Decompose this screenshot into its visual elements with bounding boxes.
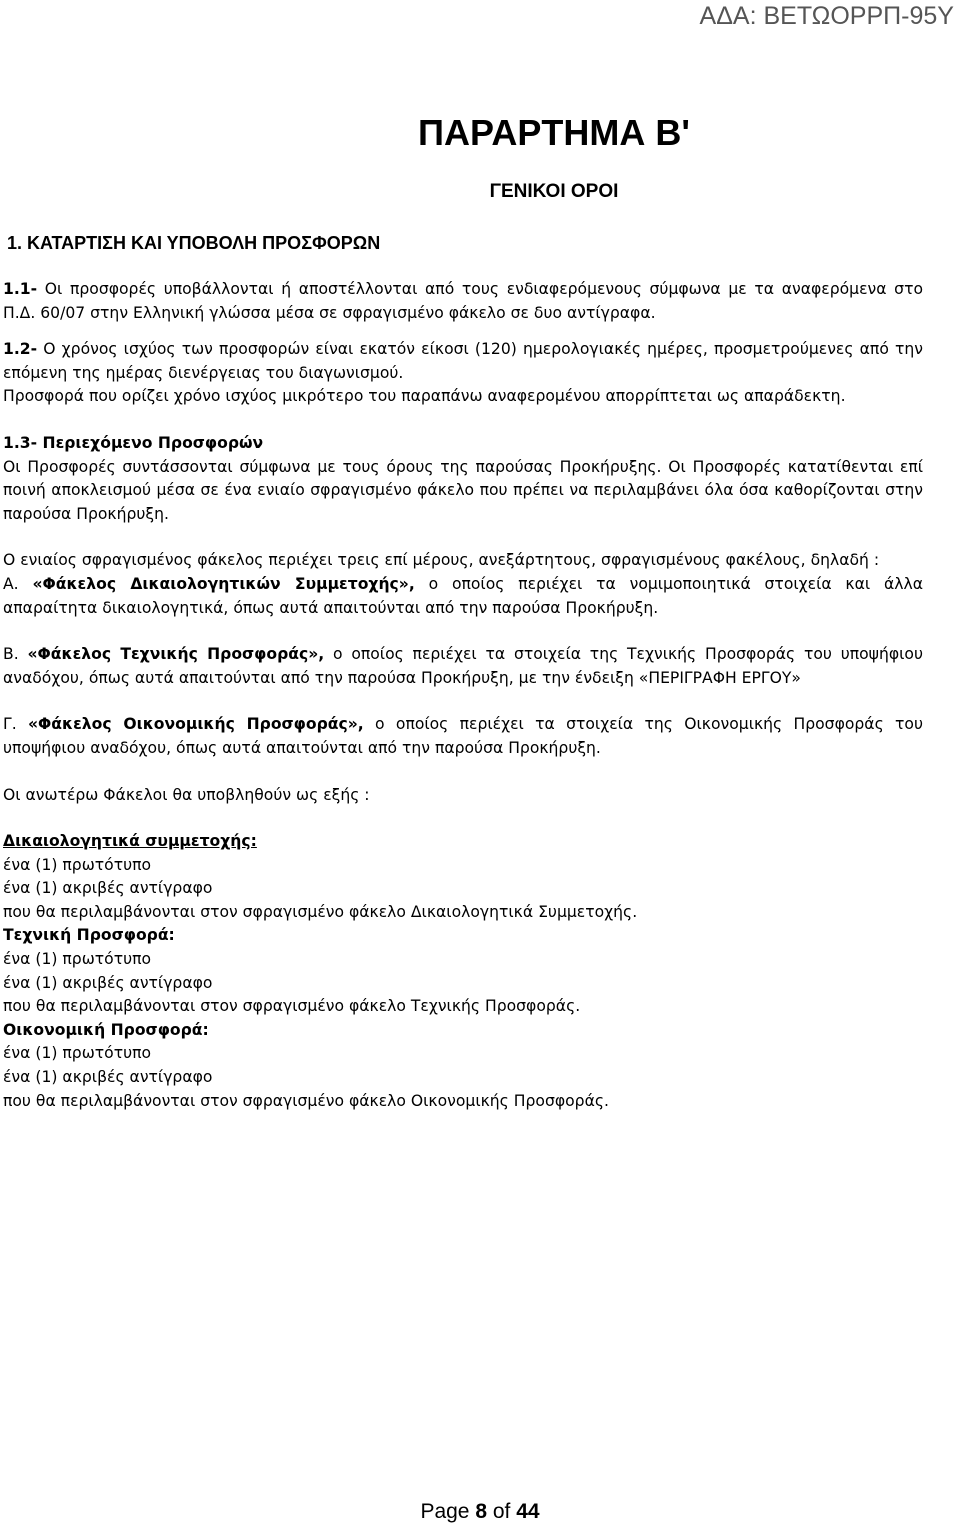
submission-original: ένα (1) πρωτότυπο	[3, 1044, 152, 1063]
envelope-text: ο οποίος περιέχει τα στοιχεία της Τεχνικής Προσφοράς του υποψήφιου αναδόχου, όπως αυτά απαιτούνται από την παρούσα Προκήρυξη, με την ένδειξη «ΠΕΡΙΓΡΑΦΗ ΕΡΓΟΥ»	[3, 645, 923, 687]
submission-copy: ένα (1) ακριβές αντίγραφο	[3, 973, 213, 992]
paragraph-1-1	[3, 278, 923, 325]
submission-intro: Οι ανωτέρω Φάκελοι θα υποβληθούν ως εξής :	[3, 785, 370, 804]
envelope-item	[3, 643, 923, 690]
submission-note: που θα περιλαμβάνονται στον σφραγισμένο φάκελο Δικαιολογητικά Συμμετοχής.	[3, 902, 638, 921]
envelope-letter: Α.	[3, 574, 33, 593]
submission-copy: ένα (1) ακριβές αντίγραφο	[3, 1068, 213, 1087]
envelope-letter: Β.	[3, 645, 28, 664]
page-footer	[0, 1500, 960, 1524]
subsection-heading: 1.3- Περιεχόμενο Προσφορών	[3, 433, 264, 452]
submission-heading: Τεχνική Προσφορά:	[3, 926, 175, 945]
document-body	[3, 278, 923, 1113]
envelope-name: «Φάκελος Τεχνικής Προσφοράς»,	[27, 645, 325, 664]
page-title: ΠΑΡΑΡΤΗΜΑ Β'	[418, 112, 690, 153]
paragraph-text: Οι προσφορές υποβάλλονται ή αποστέλλονται από τους ενδιαφερόμενους σύμφωνα με τα αναφερόμενα στο Π.Δ. 60/07 στην Ελληνική γλώσσα μέσα σε σφραγισμένο φάκελο σε δυο αντίγραφα.	[3, 280, 923, 322]
paragraph-text: Ο χρόνος ισχύος των προσφορών είναι εκατόν είκοσι (120) ημερολογιακές ημέρες, προσμετρούμενες από την επόμενη της ημέρας διενέργειας του διαγωνισμού.	[3, 340, 923, 382]
submission-note: που θα περιλαμβάνονται στον σφραγισμένο φάκελο Οικονομικής Προσφοράς.	[3, 1091, 609, 1110]
footer-mid: of	[487, 1500, 517, 1523]
current-page-number: 8	[475, 1500, 488, 1523]
envelope-item	[3, 573, 923, 620]
section-heading: 1. ΚΑΤΑΡΤΙΣΗ ΚΑΙ ΥΠΟΒΟΛΗ ΠΡΟΣΦΟΡΩΝ	[7, 233, 381, 253]
submission-original: ένα (1) πρωτότυπο	[3, 855, 152, 874]
submission-original: ένα (1) πρωτότυπο	[3, 950, 152, 969]
paragraph-number: 1.2-	[3, 340, 38, 359]
paragraph-1-3: Οι Προσφορές συντάσσονται σύμφωνα με τους όρους της παρούσας Προκήρυξης. Οι Προσφορές κατατίθενται επί ποινή αποκλεισμού μέσα σε ένα ενιαίο σφραγισμένο φάκελο που πρέπει να περιλαμβάνει όλα όσα καθορίζονται στην παρούσα Προκήρυξη.	[3, 457, 923, 523]
envelope-name: «Φάκελος Οικονομικής Προσφοράς»,	[27, 715, 364, 734]
envelope-letter: Γ.	[3, 715, 28, 734]
envelope-text: ο οποίος περιέχει τα νομιμοποιητικά στοιχεία και άλλα απαραίτητα δικαιολογητικά, όπως αυτά απαιτούνται από την παρούσα Προκήρυξη.	[3, 574, 923, 617]
total-pages-number: 44	[516, 1500, 540, 1523]
submission-note: που θα περιλαμβάνονται στον σφραγισμένο φάκελο Τεχνικής Προσφοράς.	[3, 997, 581, 1016]
submission-heading: Δικαιολογητικά συμμετοχής:	[3, 832, 257, 851]
submission-copy: ένα (1) ακριβές αντίγραφο	[3, 879, 213, 898]
ada-code: ΑΔΑ: ΒΕΤΩΟΡΡΠ-95Υ	[699, 2, 954, 30]
page-subtitle: ΓΕΝΙΚΟΙ ΟΡΟΙ	[489, 181, 619, 202]
paragraph-1-2	[3, 338, 923, 385]
footer-prefix: Page	[420, 1500, 476, 1523]
envelope-item	[3, 713, 923, 760]
envelope-intro: Ο ενιαίος σφραγισμένος φάκελος περιέχει τρεις επί μέρους, ανεξάρτητους, σφραγισμένους φακέλους, δηλαδή :	[3, 551, 880, 570]
submission-heading: Οικονομική Προσφορά:	[3, 1020, 209, 1039]
paragraph-number: 1.1-	[3, 280, 38, 298]
paragraph-1-2-cont: Προσφορά που ορίζει χρόνο ισχύος μικρότερο του παραπάνω αναφερομένου απορρίπτεται ως απαράδεκτη.	[3, 387, 846, 406]
envelope-text: ο οποίος περιέχει τα στοιχεία της Οικονομικής Προσφοράς του υποψήφιου αναδόχου, όπως αυτά απαιτούνται από την παρούσα Προκήρυξη.	[3, 715, 923, 757]
envelope-name: «Φάκελος Δικαιολογητικών Συμμετοχής»,	[32, 574, 415, 593]
